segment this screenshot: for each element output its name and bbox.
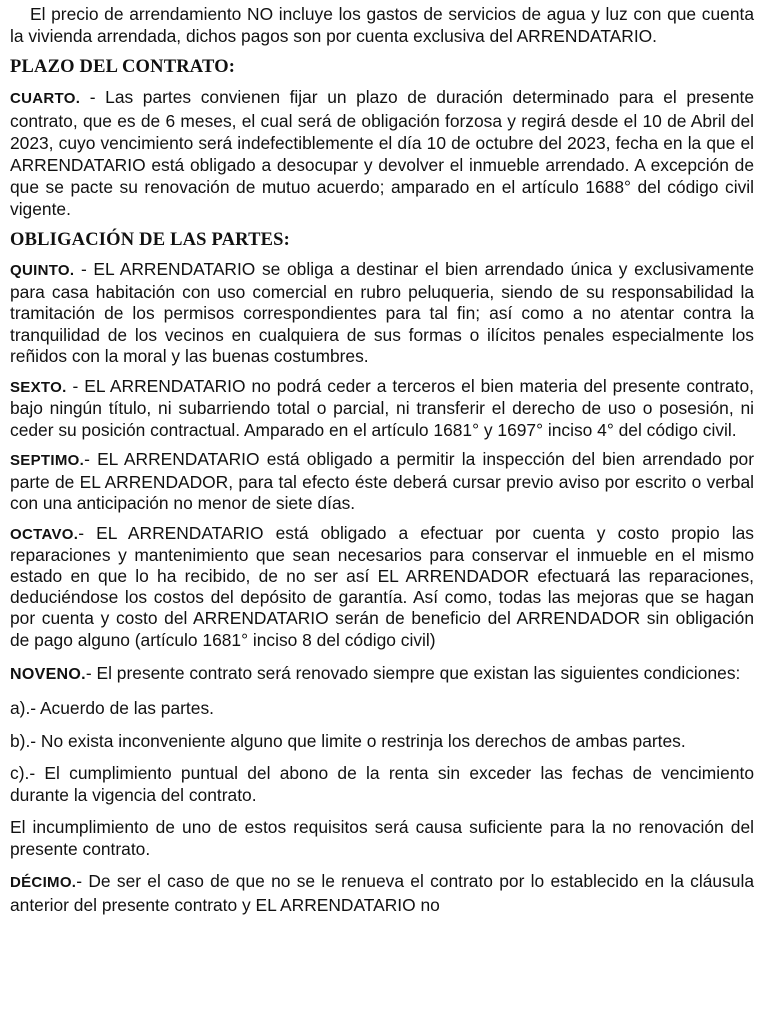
clause-noveno <box>10 662 754 687</box>
clause-octavo-label: OCTAVO. <box>10 525 79 543</box>
section-heading-plazo: PLAZO DEL CONTRATO: <box>10 57 236 77</box>
clause-septimo-label: SEPTIMO. <box>10 452 85 469</box>
clause-quinto-label: QUINTO. <box>10 262 75 279</box>
clause-sexto <box>10 376 754 442</box>
clause-septimo <box>10 449 754 515</box>
clause-noveno-text: - El presente contrato será renovado siempre que existan las siguientes condiciones: <box>85 662 741 683</box>
clause-decimo-text: - De ser el caso de que no se le renueva el contrato por lo establecido en la cláusula anterior del presente contrato y EL ARRENDATARIO no <box>10 871 754 916</box>
incumplimiento-paragraph: El incumplimiento de uno de estos requisitos será causa suficiente para la no renovación del presente contrato. <box>10 817 754 859</box>
clause-cuarto-text: - Las partes convienen fijar un plazo de duración determinado para el presente contrato, que es de 6 meses, el cual será de obligación forzosa y regirá desde el 10 de Abril del 2023, cuyo vencimiento será indefectiblemente el día 10 de octubre del 2023, fecha en la que el ARRENDATARIO está obligado a desocupar y devolver el inmueble arrendado. A excepción de que se pacte su renovación de mutuo acuerdo; amparado en el artículo 1688° del código civil vigente. <box>10 87 754 219</box>
clause-cuarto-label: CUARTO. <box>10 90 81 107</box>
condition-a: a).- Acuerdo de las partes. <box>10 698 214 719</box>
clause-quinto <box>10 259 754 368</box>
section-heading-obligacion: OBLIGACIÓN DE LAS PARTES: <box>10 230 291 250</box>
clause-sexto-text: - EL ARRENDATARIO no podrá ceder a terceros el bien materia del presente contrato, bajo ningún título, ni subarriendo total o parcial, ni transferir el derecho de uso o posesión, ni ceder su posición contractual. Amparado en el artículo 1681° y 1697° inciso 4° del código civil. <box>10 375 754 440</box>
clause-noveno-label: NOVENO. <box>10 665 86 683</box>
clause-septimo-text: - EL ARRENDATARIO está obligado a permitir la inspección del bien arrendado por parte de EL ARRENDADOR, para tal efecto éste deberá cursar previo aviso por escrito o verbal con una anticipación no menor de siete días. <box>10 449 754 513</box>
clause-sexto-label: SEXTO. <box>10 378 67 396</box>
clause-decimo <box>10 870 754 916</box>
condition-c: c).- El cumplimiento puntual del abono de la renta sin exceder las fechas de vencimiento durante la vigencia del contrato. <box>10 763 754 805</box>
clause-quinto-text: - EL ARRENDATARIO se obliga a destinar el bien arrendado única y exclusivamente para casa habitación con uso comercial en rubro peluqueria, siendo de su responsabilidad la tramitación de los permisos correspondientes para tal fin; así como a no atentar contra la tranquilidad de los vecinos en cualquiera de sus formas o ilícitos penales especialmente los reñidos con la moral y las buenas costumbres. <box>10 259 754 366</box>
intro-paragraph: El precio de arrendamiento NO incluye los gastos de servicios de agua y luz con que cuenta la vivienda arrendada, dichos pagos son por cuenta exclusiva del ARRENDATARIO. <box>10 4 754 46</box>
condition-b: b).- No exista inconveniente alguno que limite o restrinja los derechos de ambas partes. <box>10 730 686 751</box>
clause-octavo-text: - EL ARRENDATARIO está obligado a efectuar por cuenta y costo propio las reparaciones y mantenimiento que sean necesarios para conservar el inmueble en el mismo estado en que lo ha recibido, de no ser así EL ARRENDADOR efectuará las reparaciones, deduciéndose los costos del depósito de garantía. Así como, todas las mejoras que se hagan por cuenta y costo del ARRENDATARIO serán de beneficio del ARRENDADOR sin obligación de pago alguno (artículo 1681° inciso 8 del código civil) <box>10 522 754 650</box>
clause-decimo-label: DÉCIMO. <box>10 874 77 892</box>
clause-cuarto <box>10 86 754 220</box>
clause-octavo <box>10 523 754 651</box>
